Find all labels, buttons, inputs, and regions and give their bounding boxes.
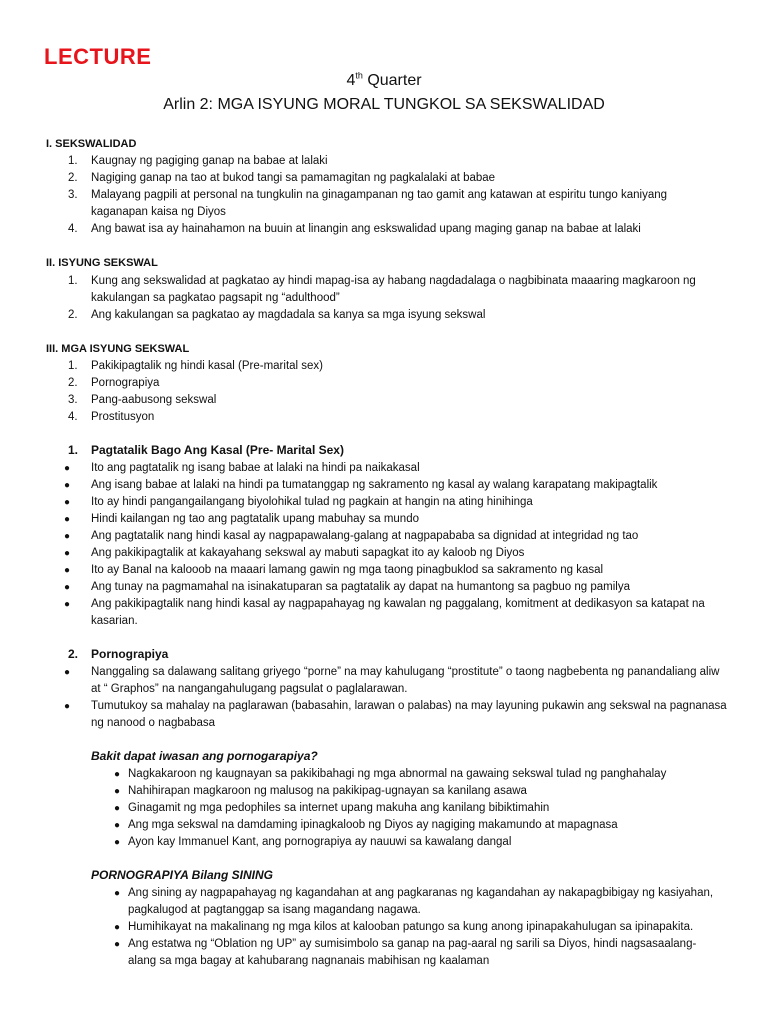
quarter-number: 4 (346, 72, 356, 89)
pornograpiya-heading: 2. Pornograpiya (68, 647, 169, 661)
lecture-label: LECTURE (44, 44, 152, 69)
why-avoid-heading: Bakit dapat iwasan ang pornogarapiya? (91, 749, 318, 763)
lesson-title: Arlin 2: MGA ISYUNG MORAL TUNGKOL SA SEKSWALIDAD (163, 96, 605, 113)
quarter-title (0, 72, 768, 90)
art-heading: PORNOGRAPIYA Bilang SINING (91, 868, 274, 882)
premarital-heading: 1. Pagtatalik Bago Ang Kasal (Pre- Marital Sex) (68, 443, 344, 457)
section-2-heading: II. ISYUNG SEKSWAL (46, 257, 158, 269)
quarter-ordinal: th (355, 70, 363, 81)
section-3-heading: III. MGA ISYUNG SEKSWAL (46, 343, 190, 355)
document-page: LECTURE 4th Quarter Arlin 2: MGA ISYUNG MORAL TUNGKOL SA SEKSWALIDAD I. SEKSWALIDAD 1. Kaugnay ng pagiging ganap na babae at lalaki 2. Nagiging ganap na tao at bukod tangi sa pamamagitan ng pagkalalaki at babae 3. Malayang pagpili at personal na tungkulin na ginagampanan ng tao gamit ang katawan at espiritu tungo kaniyang kaganapan kaisa ng Diyos 4. Ang bawat isa ay hainahamon na buuin at linangin ang eskswalidad upang maging ganap na babae at lalaki II. ISYUNG SEKSWAL 1. Kung ang sekswalidad at pagkatao ay hindi mapag-isa ay habang nagdadalaga o nagbibinata maaaring magkaroon ng kakulangan sa pagkatao pagsapit ng “adulthood” 2. Ang kakulangan sa pagkatao ay magdadala sa kanya sa mga isyung sekswal III. MGA ISYUNG SEKSWAL 1. Pakikipagtalik ng hindi kasal (Pre-marital sex) 2. Pornograpiya 3. Pang-aabusong sekswal 4. Prostitusyon 1. Pagtatalik Bago Ang Kasal (Pre- Marital Sex) ● Ito ang pagtatalik ng isang babae at lalaki na hindi pa naikakasal ● Ang isang babae at lalaki na hindi pa tumatanggap ng sakramento ng kasal ay walang karapatang makipagtalik ● Ito ay hindi pangangailangang biyolohikal tulad ng pagkain at hangin na ating hinihinga ● Hindi kailangan ng tao ang pagtatalik upang mabuhay sa mundo ● Ang pagtatalik nang hindi kasal ay nagpapawalang-galang at nagpapababa sa dignidad at integridad ng tao ● Ang pakikipagtalik at kakayahang sekswal ay mabuti sapagkat ito ay kaloob ng Diyos ● Ito ay Banal na kalooob na maaari lamang gawin ng mga taong pinagbuklod sa sakramento ng kasal ● Ang tunay na pagmamahal na isinakatuparan sa pagtatalik ay dapat na humantong sa pagbuo ng pamilya ● Ang pakikipagtalik nang hindi kasal ay nagpapahayag ng kawalan ng paggalang, komitment at dedikasyon sa katapat na kasarian. 2. Pornograpiya ● Nanggaling sa dalawang salitang griyego “porne” na may kahulugang “prostitute” o taong nagbebenta ng panandaliang aliw at “ Graphos” na nangangahulugang pagsulat o paglalarawan. ● Tumutukoy sa mahalay na paglarawan (babasahin, larawan o palabas) na may layuning pukawin ang sekswal na pagnanasa ng nanood o nagbabasa Bakit dapat iwasan ang pornogarapiya? ● Nagkakaroon ng kaugnayan sa pakikibahagi ng mga abnormal na gawaing sekswal tulad ng panghahalay ● Nahihirapan magkaroon ng malusog na pakikipag-ugnayan sa kanilang asawa ● Ginagamit ng mga pedophiles sa internet upang makuha ang kanilang bibiktimahin ● Ang mga sekswal na damdaming ipinagkaloob ng Diyos ay nagiging makamundo at mapagnasa ● Ayon kay Immanuel Kant, ang pornograpiya ay nauuwi sa kawalang dangal PORNOGRAPIYA Bilang SINING ● Ang sining ay nagpapahayag ng kagandahan at ang pagkaranas ng kagandahan ay nakapagbibigay ng kasiyahan, pagkalugod at pagtanggap sa isang magandang nagawa. ● Humihikayat na makalinang ng mga kilos at kalooban patungo sa kung anong ipinapakahulugan sa ipinapakita. ● Ang estatwa ng “Oblation ng UP” ay sumisimbolo sa ganap na pag-aaral ng sarili sa Diyos, hindi nagsasaalang- alang sa mga bagay at kahubarang nagnanais mabihisan ng kaalaman (0, 0, 768, 1024)
section-1-heading: I. SEKSWALIDAD (46, 138, 137, 150)
quarter-word: Quarter (367, 72, 422, 89)
